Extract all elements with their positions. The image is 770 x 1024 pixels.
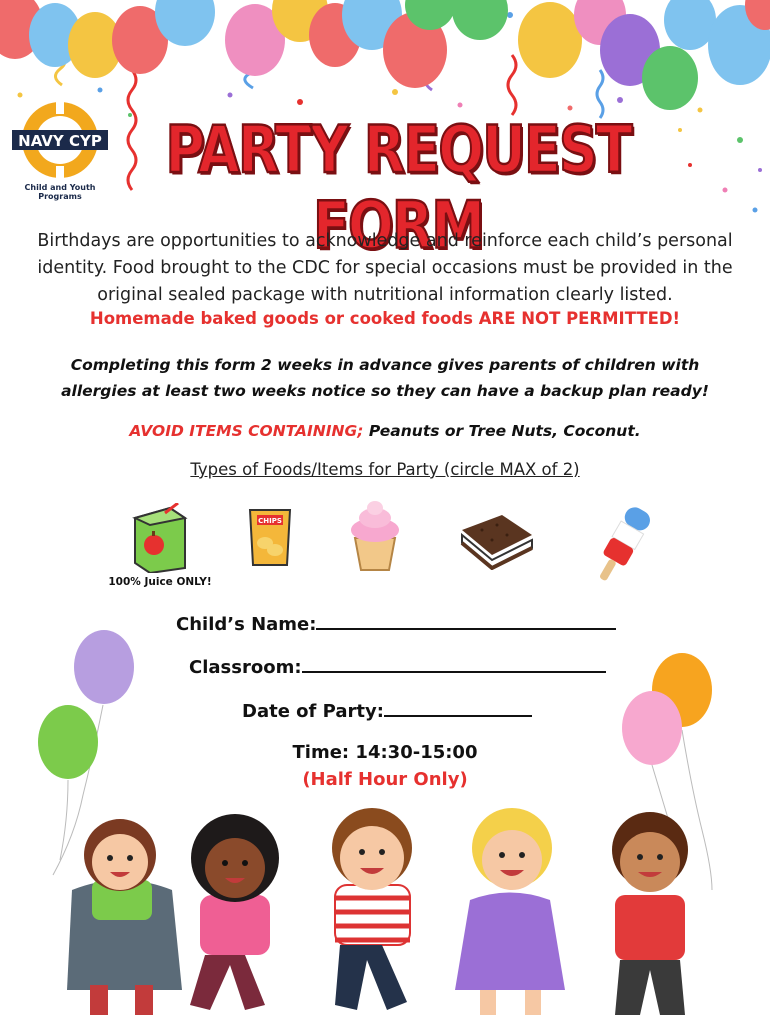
classroom-line[interactable]	[302, 655, 606, 673]
time-note: (Half Hour Only)	[302, 769, 468, 790]
juice-label: 100% Juice ONLY!	[108, 576, 212, 588]
date-of-party-line[interactable]	[384, 699, 532, 717]
kid-5	[612, 812, 688, 1015]
date-of-party-field[interactable]	[242, 699, 532, 722]
time-value: 14:30-15:00	[355, 742, 478, 763]
advance-notice: Completing this form 2 weeks in advance gives parents of children with allergies at least two weeks notice so they can have a backup plan ready!	[61, 356, 709, 400]
ice-cream-sandwich-icon[interactable]	[457, 510, 535, 570]
chips-bag-icon[interactable]	[245, 505, 295, 570]
popsicle-icon[interactable]	[592, 500, 657, 590]
intro-paragraph: Birthdays are opportunities to acknowledge and reinforce each child’s personal identity. Food brought to the CDC for special occasions must be provided in the original sealed package with nutritional information clearly listed.	[37, 231, 733, 305]
chips-bag-text: CHIPS	[258, 517, 282, 525]
avoid-items: Peanuts or Tree Nuts, Coconut.	[368, 422, 641, 440]
date-of-party-label: Date of Party:	[242, 701, 384, 722]
child-name-label: Child’s Name:	[176, 614, 317, 635]
avoid-items-line	[20, 422, 750, 440]
time-field	[200, 742, 570, 763]
logo-text: NAVY CYP	[18, 132, 102, 150]
kids-illustration	[67, 808, 688, 1015]
classroom-field[interactable]	[189, 655, 606, 678]
kid-4	[455, 808, 565, 1015]
child-name-field[interactable]	[176, 612, 616, 635]
cupcake-icon[interactable]	[345, 498, 405, 573]
top-balloons	[0, 0, 770, 110]
kid-2	[190, 814, 279, 1010]
time-label: Time:	[292, 742, 350, 763]
homemade-warning: Homemade baked goods or cooked foods ARE NOT PERMITTED!	[89, 309, 681, 328]
kid-1	[67, 819, 182, 1015]
juice-box-icon[interactable]	[130, 503, 190, 573]
kid-3	[332, 808, 412, 1010]
food-types-heading: Types of Foods/Items for Party (circle MAX of 2)	[190, 460, 580, 479]
page-title: PARTY REQUEST FORM	[165, 112, 631, 264]
avoid-label: AVOID ITEMS CONTAINING;	[129, 422, 364, 440]
child-name-line[interactable]	[316, 612, 616, 630]
classroom-label: Classroom:	[189, 657, 302, 678]
logo-subtext: Child and Youth Programs	[24, 183, 96, 201]
